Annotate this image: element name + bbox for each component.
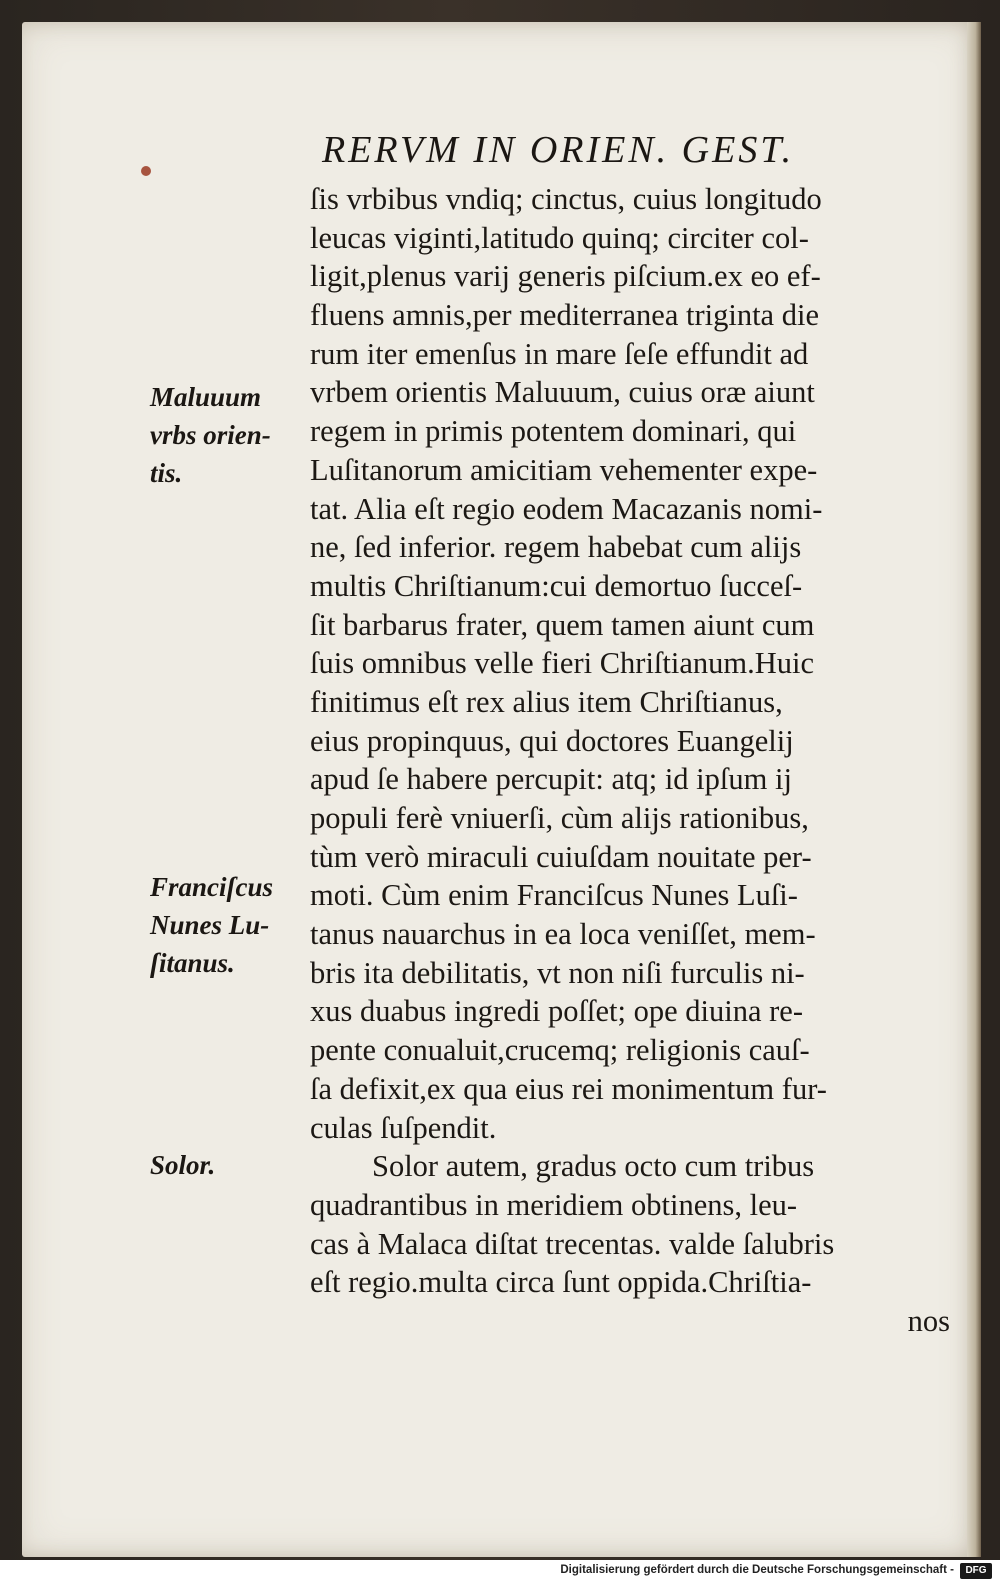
text-line: populi ferè vniuerſi, cùm alijs rationibus,	[310, 801, 809, 835]
marginal-note-line: vrbs orien-	[150, 420, 271, 450]
funding-credit: Digitalisierung gefördert durch die Deutsche Forschungsgemeinschaft -	[560, 1564, 954, 1576]
text-line: regem in primis potentem dominari, qui	[310, 414, 797, 449]
text-line: ne, ſed inferior. regem habebat cum alijs	[310, 530, 802, 565]
text-line: eius propinquus, qui doctores Euangelij	[310, 723, 794, 758]
ink-stain	[141, 166, 151, 176]
marginal-note-line: ſitanus.	[150, 948, 235, 978]
marginal-note-line: Solor.	[150, 1150, 216, 1180]
text-line: bris ita debilitatis, vt non niſi furculis ni-	[310, 955, 805, 990]
text-line: ſis vrbibus vndiq; cinctus, cuius longitudo	[310, 182, 822, 216]
footer-bar	[0, 1560, 1000, 1583]
text-line: ſuis omnibus velle fieri Chriſtianum.Huic	[310, 646, 815, 681]
marginal-note-maluuum	[150, 378, 300, 492]
text-line: finitimus eſt rex alius item Chriſtianus,	[310, 684, 783, 719]
text-line: ſit barbarus frater, quem tamen aiunt cum	[310, 607, 815, 642]
marginal-note-line: Maluuum	[150, 382, 262, 412]
text-line: quadrantibus in meridiem obtinens, leu-	[310, 1187, 798, 1222]
text-line: leucas viginti,latitudo quinq; circiter col-	[310, 220, 809, 255]
marginal-note-line: Franciſcus	[150, 872, 274, 902]
text-line: vrbem orientis Maluuum, cuius oræ aiunt	[310, 375, 815, 410]
body-text	[310, 180, 950, 1341]
catchword: nos	[907, 1303, 950, 1338]
text-line: tat. Alia eſt regio eodem Macazanis nomi-	[310, 491, 823, 526]
text-line: tùm verò miraculi cuiuſdam nouitate per-	[310, 839, 812, 874]
text-line: cas à Malaca diſtat trecentas. valde ſalubris	[310, 1226, 835, 1261]
text-line: moti. Cùm enim Franciſcus Nunes Luſi-	[310, 878, 798, 913]
text-line: eſt regio.multa circa ſunt oppida.Chriſtia-	[310, 1265, 812, 1300]
marginal-note-line: Nunes Lu-	[150, 910, 270, 940]
text-line: ligit,plenus varij generis piſcium.ex eo ef-	[310, 259, 821, 294]
text-line: multis Chriſtianum:cui demortuo ſucceſ-	[310, 568, 803, 603]
text-line: apud ſe habere percupit: atq; id ipſum ij	[310, 762, 792, 797]
text-line: xus duabus ingredi poſſet; ope diuina re-	[310, 994, 803, 1029]
text-line: Luſitanorum amicitiam vehementer expe-	[310, 452, 818, 487]
text-line: Solor autem, gradus octo cum tribus	[372, 1149, 815, 1184]
text-line: rum iter emenſus in mare ſeſe effundit ad	[310, 336, 809, 371]
marginal-note-line: tis.	[150, 458, 183, 488]
page-edge	[967, 22, 981, 1557]
marginal-note-franciscus	[150, 868, 300, 982]
dfg-logo: DFG	[960, 1563, 992, 1579]
text-line: culas ſuſpendit.	[310, 1110, 497, 1145]
text-line: ſa defixit,ex qua eius rei monimentum fur-	[310, 1071, 827, 1106]
text-line: fluens amnis,per mediterranea triginta die	[310, 298, 819, 333]
running-head: RERVM IN ORIEN. GEST.	[322, 129, 795, 171]
marginal-note-solor	[150, 1146, 300, 1184]
text-line: tanus nauarchus in ea loca veniſſet, mem-	[310, 917, 816, 952]
text-line: pente conualuit,crucemq; religionis cauſ-	[310, 1033, 810, 1068]
